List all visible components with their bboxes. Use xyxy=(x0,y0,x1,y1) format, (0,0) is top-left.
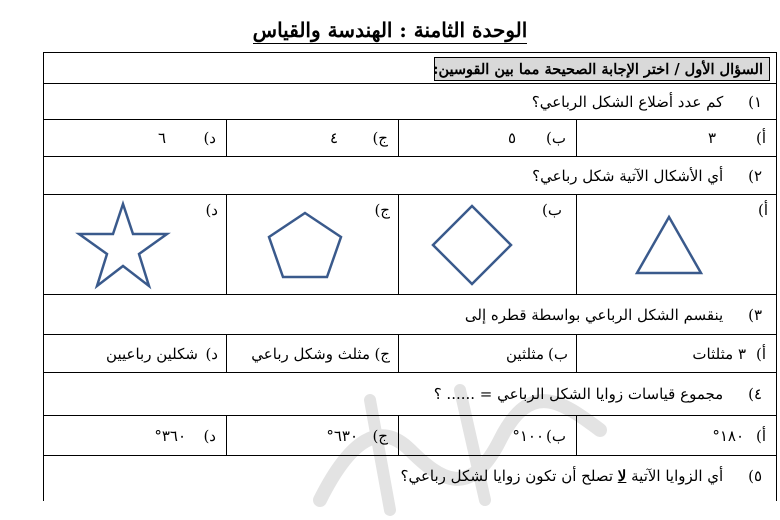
option-letter: ب) xyxy=(546,426,566,445)
question-4-row xyxy=(44,373,776,416)
question-4 xyxy=(434,385,762,403)
option-cell[interactable] xyxy=(398,120,576,156)
question-text-emphasis: لا xyxy=(617,467,627,485)
question-2-row xyxy=(44,157,776,195)
question-3-options xyxy=(44,335,776,373)
question-5-row xyxy=(44,456,776,496)
question-3 xyxy=(465,306,762,324)
option-cell[interactable] xyxy=(398,416,576,455)
option-cell[interactable] xyxy=(44,335,226,372)
question-sheet xyxy=(43,52,777,501)
option-value: ٥ xyxy=(507,129,516,147)
option-letter: ج) xyxy=(374,201,390,219)
question-3-row xyxy=(44,295,776,335)
page-title xyxy=(0,18,780,42)
option-value: ٣٦٠° xyxy=(154,426,186,445)
option-value: مثلث وشكل رباعي xyxy=(251,344,370,363)
question-text: أي الأشكال الآتية شكل رباعي؟ xyxy=(532,166,724,185)
option-cell[interactable] xyxy=(398,335,576,372)
option-cell[interactable] xyxy=(576,195,776,294)
option-letter: د) xyxy=(203,426,216,445)
page-title-text: الوحدة الثامنة : الهندسة والقياس xyxy=(252,18,528,42)
option-cell[interactable] xyxy=(226,335,398,372)
option-letter: ب) xyxy=(548,344,568,363)
option-cell[interactable] xyxy=(44,120,226,156)
option-letter: ب) xyxy=(546,129,566,147)
option-value: ٣ مثلثات xyxy=(692,344,746,363)
question-2 xyxy=(532,167,762,185)
question-number: ٥) xyxy=(748,467,762,485)
option-letter: د) xyxy=(205,344,218,363)
question-number: ٤) xyxy=(748,385,762,403)
question-text: كم عدد أضلاع الشكل الرباعي؟ xyxy=(531,92,724,111)
question-text: مجموع قياسات زوايا الشكل الرباعي = ...... ؟ xyxy=(433,385,724,403)
option-cell[interactable] xyxy=(576,335,776,372)
option-letter: د) xyxy=(203,129,216,147)
question-text-before: أي الزوايا الآتية xyxy=(631,467,724,485)
option-cell[interactable] xyxy=(44,416,226,455)
section-header-row xyxy=(44,53,776,84)
question-1 xyxy=(532,93,762,111)
option-value: ١٨٠° xyxy=(712,426,744,445)
pentagon-icon xyxy=(265,209,345,281)
option-cell[interactable] xyxy=(226,416,398,455)
question-text: ينقسم الشكل الرباعي بواسطة قطره إلى xyxy=(464,305,724,324)
option-cell[interactable] xyxy=(44,195,226,294)
question-1-options xyxy=(44,120,776,157)
option-value: شكلين رباعيين xyxy=(106,344,198,363)
option-letter: أ) xyxy=(755,129,766,147)
question-number: ١) xyxy=(748,92,762,111)
question-5 xyxy=(401,467,762,485)
option-value: ٦٣٠° xyxy=(326,426,358,445)
option-value: ٤ xyxy=(329,129,338,147)
option-value: مثلثين xyxy=(506,344,544,363)
question-1-row xyxy=(44,84,776,120)
option-letter: د) xyxy=(205,201,218,219)
question-number: ٢) xyxy=(748,166,762,185)
question-2-options xyxy=(44,195,776,295)
question-text-after: تصلح أن تكون زوايا لشكل رباعي؟ xyxy=(400,467,613,485)
option-letter: ج) xyxy=(374,344,390,363)
option-cell[interactable] xyxy=(398,195,576,294)
option-letter: ب) xyxy=(542,201,562,219)
triangle-icon xyxy=(633,213,705,277)
option-cell[interactable] xyxy=(576,416,776,455)
option-cell[interactable] xyxy=(226,195,398,294)
section-header: السؤال الأول / اختر الإجابة الصحيحة مما بين القوسين: xyxy=(434,57,770,81)
option-letter: ج) xyxy=(372,426,388,445)
option-value: ١٠٠° xyxy=(512,426,544,445)
option-value: ٣ xyxy=(707,129,716,147)
star-icon xyxy=(75,200,171,290)
option-letter: ج) xyxy=(372,129,388,147)
option-letter: أ) xyxy=(755,426,766,445)
square-rotated-icon xyxy=(429,202,515,288)
question-number: ٣) xyxy=(748,305,762,324)
option-value: ٦ xyxy=(157,129,166,147)
option-cell[interactable] xyxy=(576,120,776,156)
option-letter: أ) xyxy=(755,344,766,363)
question-4-options xyxy=(44,416,776,456)
option-cell[interactable] xyxy=(226,120,398,156)
option-letter: أ) xyxy=(757,201,768,219)
